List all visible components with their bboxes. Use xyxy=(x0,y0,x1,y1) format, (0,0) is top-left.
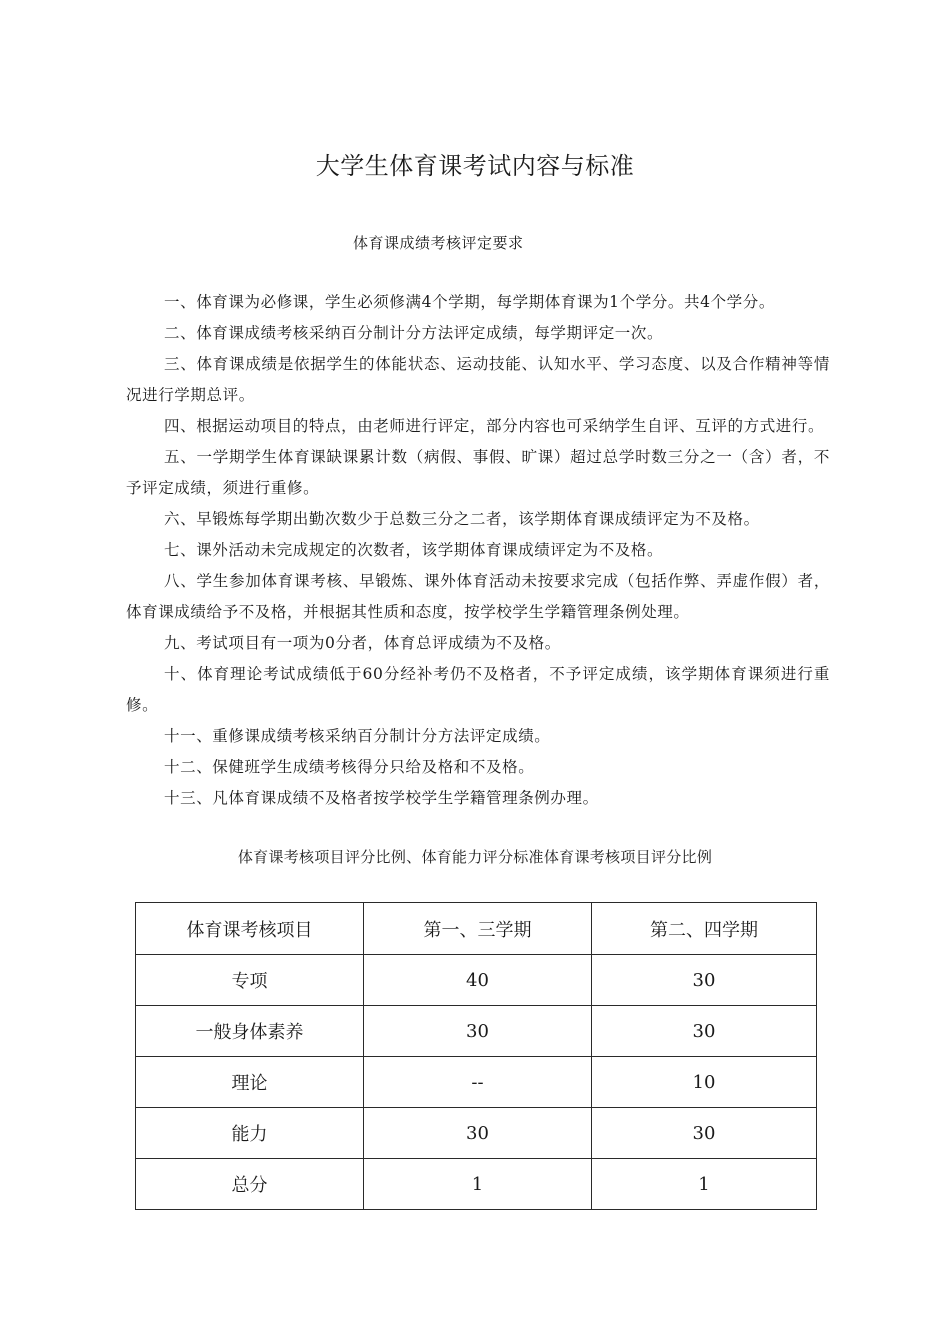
document-title: 大学生体育课考试内容与标准 xyxy=(315,152,635,180)
rule-item: 七、课外活动未完成规定的次数者，该学期体育课成绩评定为不及格。 xyxy=(164,541,664,559)
table-cell: 1 xyxy=(592,1159,817,1210)
rule-item: 三、体育课成绩是依据学生的体能状态、运动技能、认知水平、学习态度、以及合作精神等情况进行学期总评。 xyxy=(126,355,830,404)
table-cell: -- xyxy=(364,1057,592,1108)
rules-list xyxy=(126,287,830,814)
rule-item: 八、学生参加体育课考核、早锻炼、课外体育活动未按要求完成（包括作弊、弄虚作假）者，体育课成绩给予不及格，并根据其性质和态度，按学校学生学籍管理条例处理。 xyxy=(126,572,830,621)
section-heading: 体育课成绩考核评定要求 xyxy=(353,234,524,252)
rule-item: 十、体育理论考试成绩低于60分经补考仍不及格者，不予评定成绩，该学期体育课须进行重修。 xyxy=(126,665,830,714)
table-cell: 专项 xyxy=(136,955,364,1006)
table-cell: 30 xyxy=(364,1006,592,1057)
rule-item: 五、一学期学生体育课缺课累计数（病假、事假、旷课）超过总学时数三分之一（含）者，不予评定成绩，须进行重修。 xyxy=(126,448,830,497)
table-row xyxy=(136,1006,817,1057)
rule-item: 十一、重修课成绩考核采纳百分制计分方法评定成绩。 xyxy=(164,727,551,745)
table-cell: 30 xyxy=(592,1006,817,1057)
table-cell: 30 xyxy=(364,1108,592,1159)
table-row xyxy=(136,1108,817,1159)
score-ratio-table xyxy=(135,902,817,1210)
table-caption: 体育课考核项目评分比例、体育能力评分标准体育课考核项目评分比例 xyxy=(237,848,713,866)
table-cell: 能力 xyxy=(136,1108,364,1159)
header-cell: 第二、四学期 xyxy=(592,903,817,955)
table-cell: 30 xyxy=(592,1108,817,1159)
rule-item: 四、根据运动项目的特点，由老师进行评定，部分内容也可采纳学生自评、互评的方式进行。 xyxy=(164,417,825,435)
table-cell: 40 xyxy=(364,955,592,1006)
rule-item: 十二、保健班学生成绩考核得分只给及格和不及格。 xyxy=(164,758,535,776)
rule-item: 二、体育课成绩考核采纳百分制计分方法评定成绩，每学期评定一次。 xyxy=(164,324,664,342)
table-header-row xyxy=(136,903,817,955)
header-cell: 第一、三学期 xyxy=(364,903,592,955)
rule-item: 九、考试项目有一项为0分者，体育总评成绩为不及格。 xyxy=(164,634,561,652)
table-row xyxy=(136,955,817,1006)
table-row xyxy=(136,1159,817,1210)
table-cell: 理论 xyxy=(136,1057,364,1108)
table-row xyxy=(136,1057,817,1108)
table-cell: 一般身体素养 xyxy=(136,1006,364,1057)
rule-item: 一、体育课为必修课，学生必须修满4个学期，每学期体育课为1个学分。共4个学分。 xyxy=(164,293,775,311)
table-cell: 1 xyxy=(364,1159,592,1210)
rule-item: 十三、凡体育课成绩不及格者按学校学生学籍管理条例办理。 xyxy=(164,789,599,807)
header-cell: 体育课考核项目 xyxy=(136,903,364,955)
table-cell: 总分 xyxy=(136,1159,364,1210)
table-cell: 30 xyxy=(592,955,817,1006)
rule-item: 六、早锻炼每学期出勤次数少于总数三分之二者，该学期体育课成绩评定为不及格。 xyxy=(164,510,760,528)
table-cell: 10 xyxy=(592,1057,817,1108)
